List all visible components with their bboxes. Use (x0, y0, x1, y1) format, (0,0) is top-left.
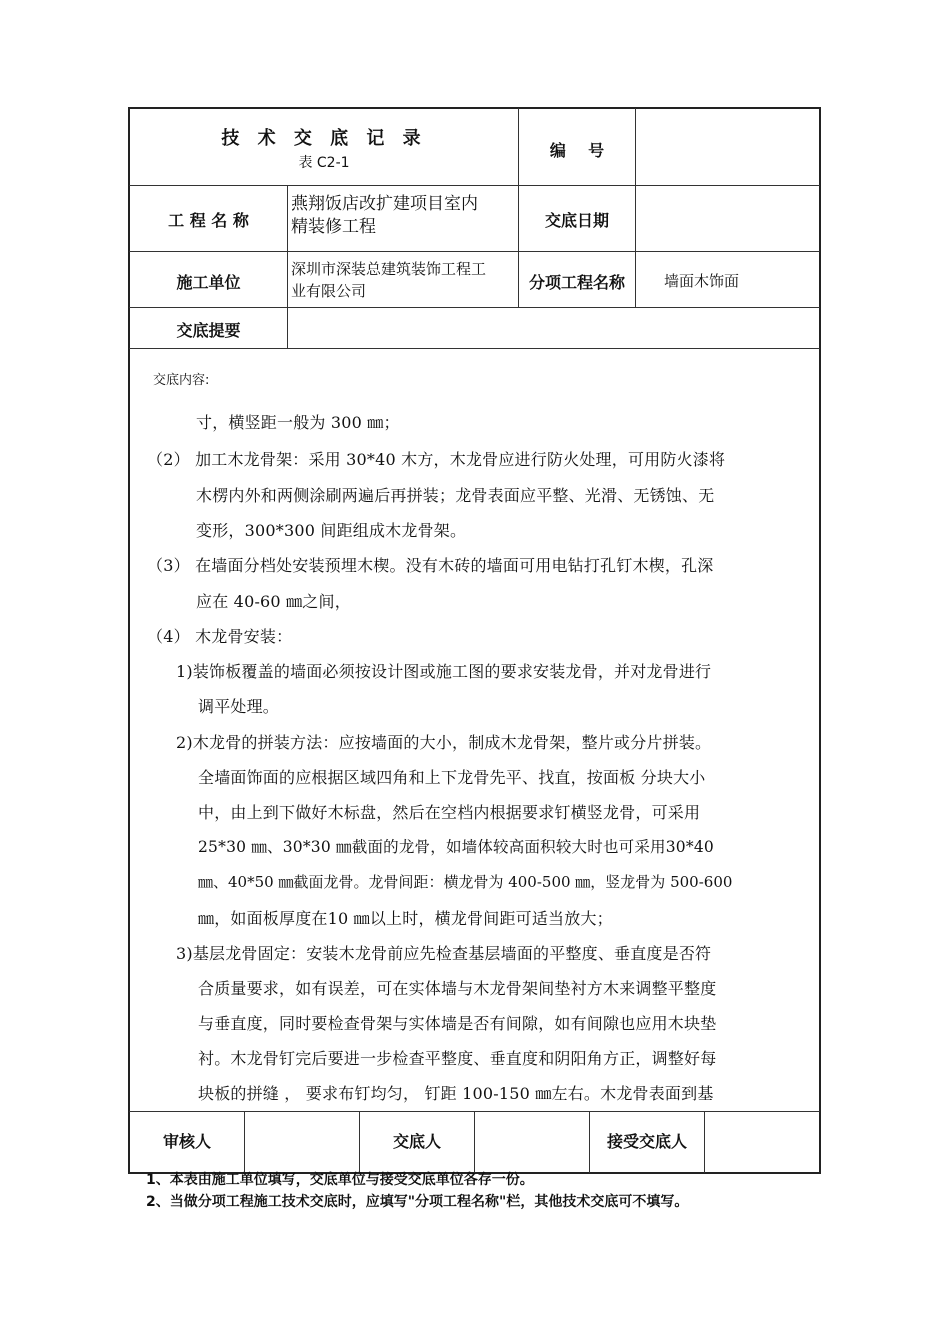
number-label: 编 号 (549, 141, 605, 160)
content-line: 调平处理。 (198, 697, 280, 716)
content-line: 1)装饰板覆盖的墙面必须按设计图或施工图的要求安装龙骨，并对龙骨进行 (176, 662, 712, 681)
content-line: 衬。木龙骨钉完后要进一步检查平整度、垂直度和阴阳角方正，调整好每 (198, 1049, 717, 1068)
content-line: ㎜，如面板厚度在10 ㎜以上时，横龙骨间距可适当放大； (198, 909, 613, 928)
contractor-value (291, 258, 486, 302)
form-code: 表 C2-1 (298, 155, 350, 171)
project-name-value (291, 193, 478, 239)
content-line: （2） 加工木龙骨架：采用 30*40 木方，木龙骨应进行防火处理，可用防火漆将 (147, 450, 726, 469)
receiver-label: 接受交底人 (606, 1132, 687, 1151)
note-1: 1、本表由施工单位填写，交底单位与接受交底单位各存一份。 (146, 1172, 534, 1188)
content-line: 25*30 ㎜、30*30 ㎜截面的龙骨，如墙体较高面积较大时也可采用30*40 (198, 838, 714, 856)
col-divider (474, 1112, 475, 1173)
document-title: 技 术 交 底 记 录 (221, 128, 427, 149)
content-line: 2)木龙骨的拼装方法：应按墙面的大小，制成木龙骨架，整片或分片拼装。 (176, 733, 712, 752)
project-name-line: 精装修工程 (291, 217, 376, 237)
project-name-label: 工 程 名 称 (168, 211, 249, 230)
content-line: 中，由上到下做好木标盘，然后在空档内根据要求钉横竖龙骨，可采用 (198, 803, 701, 822)
content-line: 应在 40-60 ㎜之间， (196, 592, 351, 611)
subitem-value: 墙面木饰面 (664, 272, 740, 290)
note-2: 2、当做分项工程施工技术交底时，应填写"分项工程名称"栏，其他技术交底可不填写。 (146, 1194, 689, 1210)
col-divider (244, 1112, 245, 1173)
content-line: ㎜、40*50 ㎜截面龙骨。龙骨间距：横龙骨为 400-500 ㎜，竖龙骨为 500-600 (198, 873, 733, 891)
content-line: 合质量要求，如有误差，可在实体墙与木龙骨架间垫衬方木来调整平整度 (198, 979, 717, 998)
content-line: 木楞内外和两侧涂刷两遍后再拼装；龙骨表面应平整、光滑、无锈蚀、无 (196, 486, 715, 505)
subitem-label: 分项工程名称 (528, 273, 625, 292)
reviewer-label: 审核人 (162, 1132, 211, 1151)
col-divider (287, 186, 288, 349)
col-divider (635, 108, 636, 308)
date-label: 交底日期 (544, 211, 609, 230)
content-line: （3） 在墙面分档处安装预埋木楔。没有木砖的墙面可用电钻打孔钉木楔，孔深 (147, 556, 714, 575)
col-divider (704, 1112, 705, 1173)
content-line: 全墙面饰面的应根据区域四角和上下龙骨先平、找直，按面板 分块大小 (198, 768, 706, 787)
contractor-line: 深圳市深装总建筑装饰工程工 (291, 260, 487, 278)
presenter-label: 交底人 (392, 1132, 441, 1151)
content-line: 寸，横竖距一般为 300 ㎜； (196, 413, 400, 432)
content-line: 变形，300*300 间距组成木龙骨架。 (196, 521, 467, 540)
contractor-line: 业有限公司 (291, 282, 367, 300)
row-divider (129, 251, 820, 252)
summary-label: 交底提要 (176, 321, 241, 340)
content-heading: 交底内容: (153, 373, 210, 388)
content-line: 3)基层龙骨固定：安装木龙骨前应先检查基层墙面的平整度、垂直度是否符 (176, 944, 712, 963)
content-line: 块板的拼缝 ， 要求布钉均匀， 钉距 100-150 ㎜左右。木龙骨表面到基 (198, 1084, 714, 1103)
row-divider (129, 307, 820, 308)
row-divider (129, 348, 820, 349)
content-line: （4） 木龙骨安装： (147, 627, 293, 646)
content-line: 与垂直度，同时要检查骨架与实体墙是否有间隙，如有间隙也应用木块垫 (198, 1014, 717, 1033)
row-divider (129, 185, 820, 186)
project-name-line: 燕翔饭店改扩建项目室内 (291, 194, 478, 214)
contractor-label: 施工单位 (176, 273, 241, 292)
